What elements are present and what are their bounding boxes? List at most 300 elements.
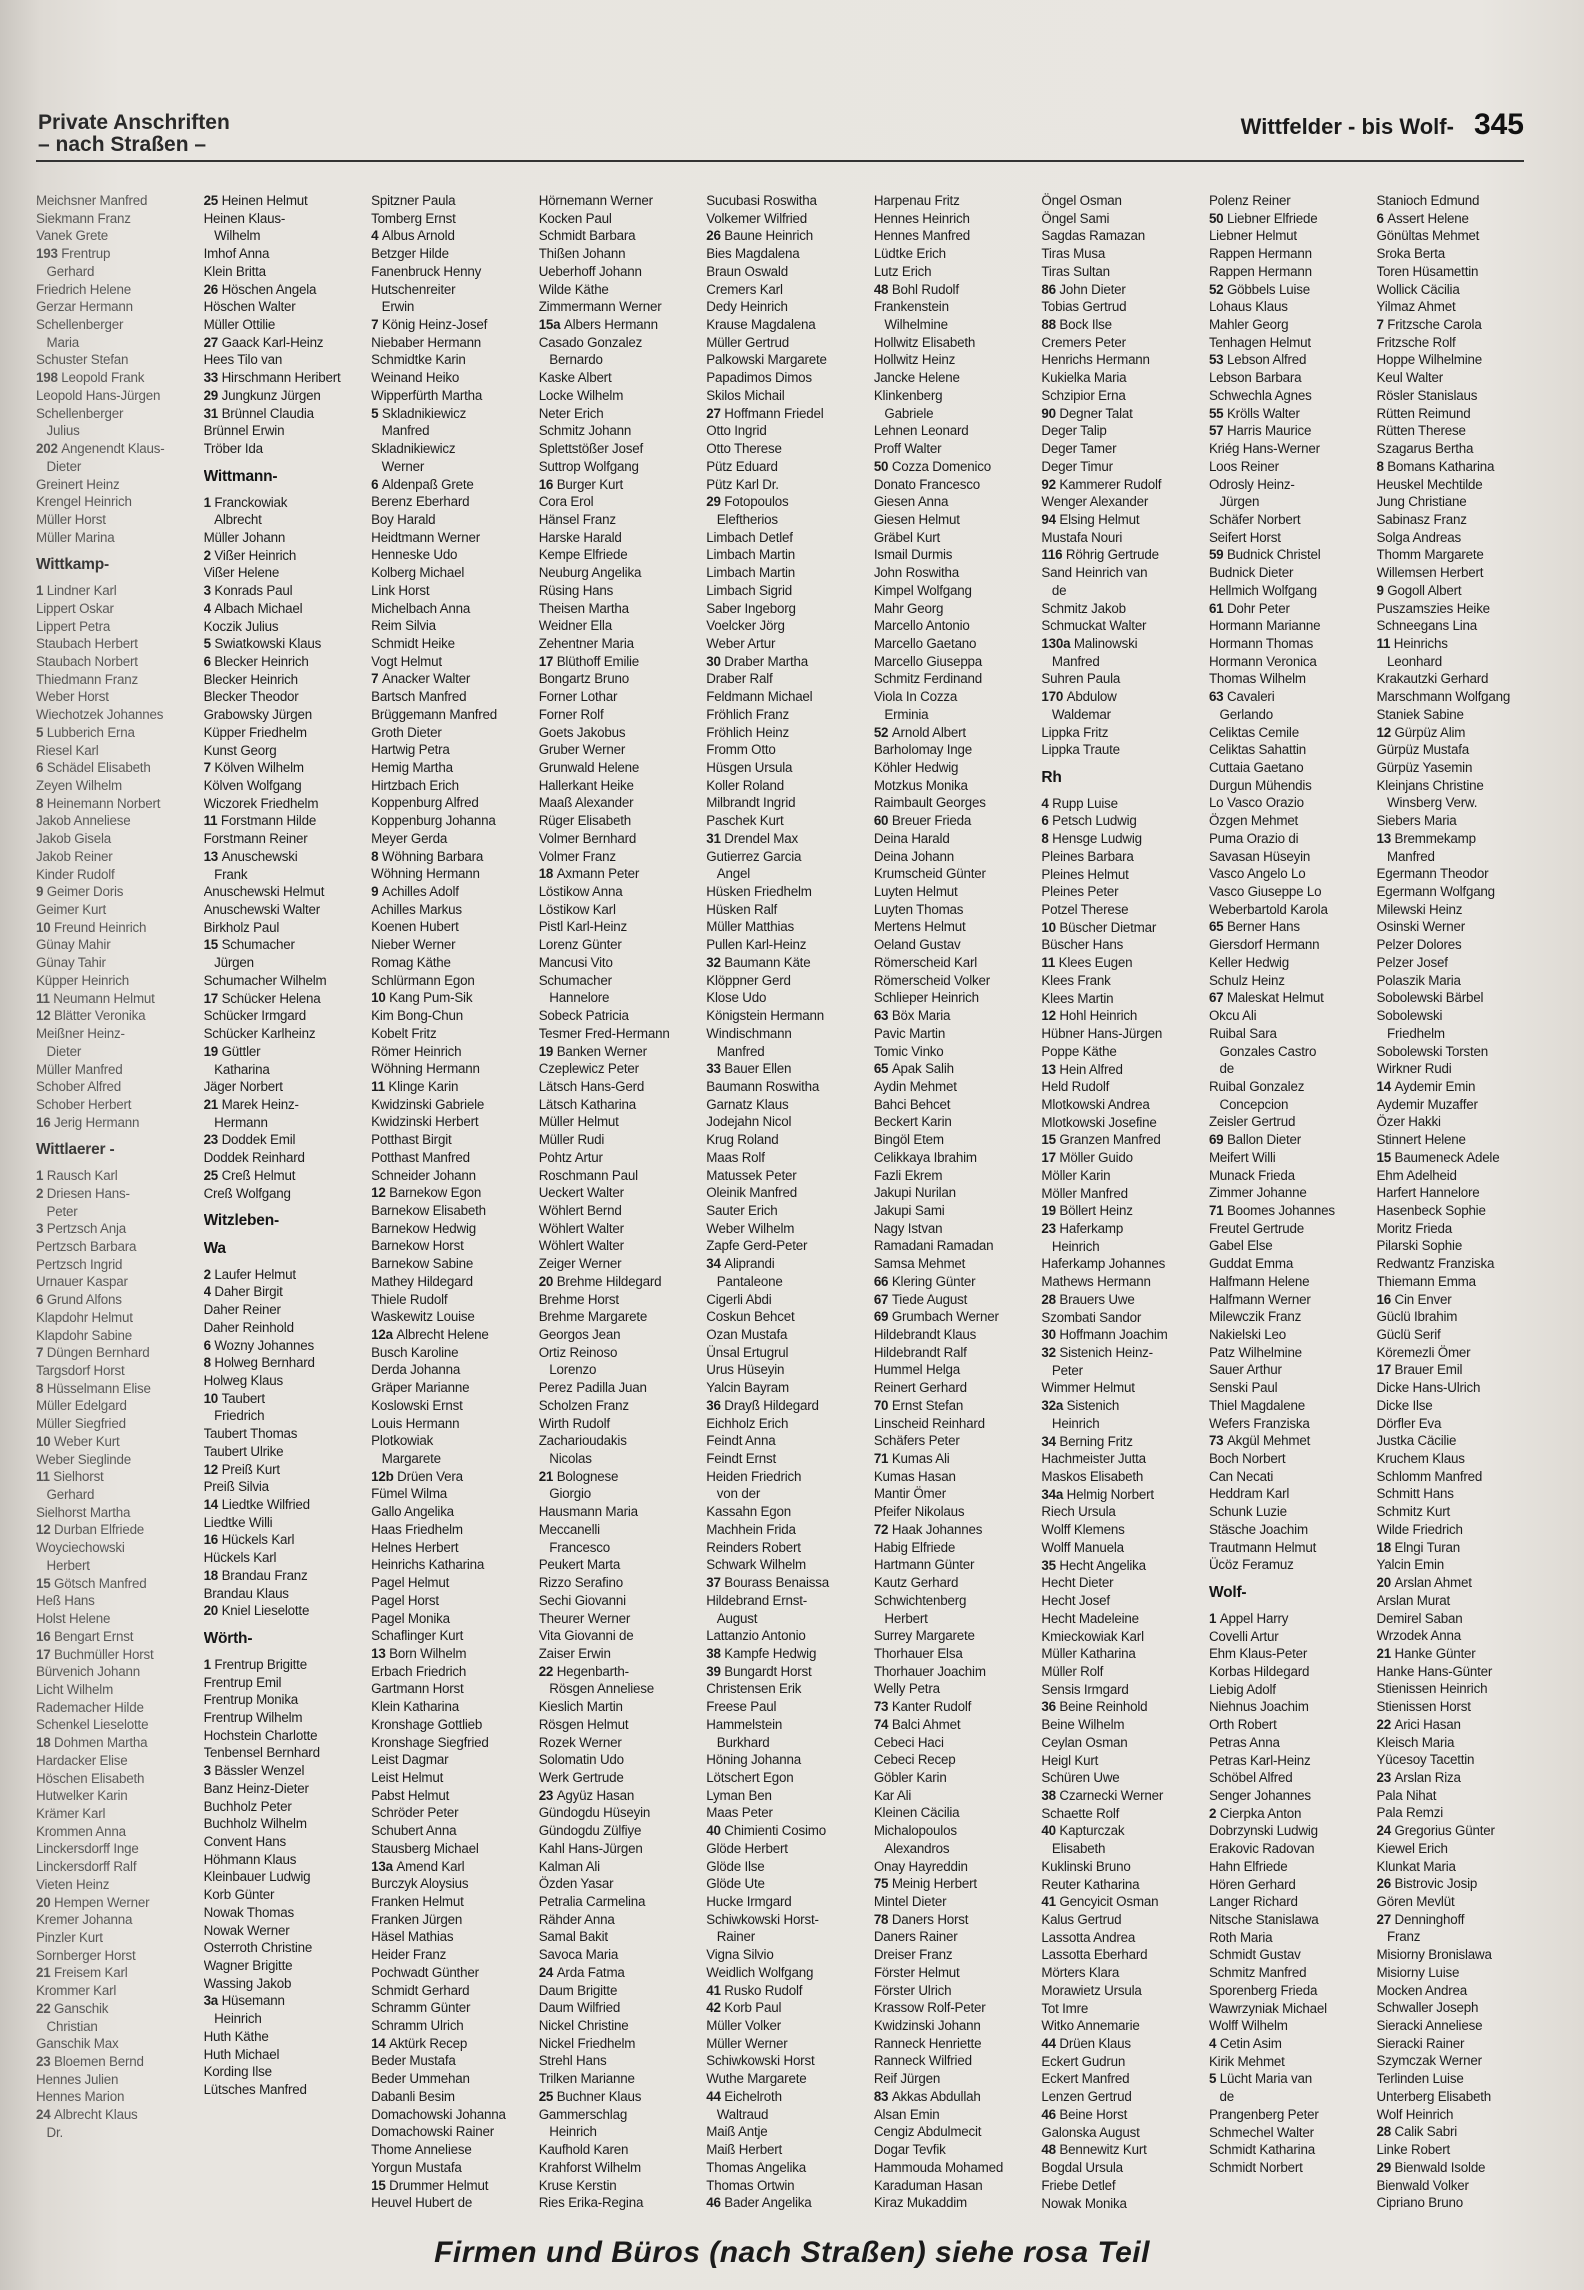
directory-entry: Grunwald Helene bbox=[538, 760, 640, 775]
directory-entry: Kronshage Siegfried bbox=[371, 1734, 489, 1750]
directory-entry: Krengel Heinrich bbox=[36, 494, 132, 510]
directory-entry: 10 Weber Kurt bbox=[36, 1433, 120, 1449]
directory-entry: Marschmann Wolfgang bbox=[1376, 689, 1511, 705]
directory-entry: Dicke Ilse bbox=[1376, 1397, 1433, 1413]
directory-entry: Gerhard bbox=[36, 263, 95, 279]
directory-entry: Nowak Thomas bbox=[203, 1904, 294, 1920]
directory-entry: Bogdal Ursula bbox=[1041, 2160, 1123, 2176]
directory-entry: Kassahn Egon bbox=[706, 1504, 791, 1520]
directory-entry: 24 Gregorius Günter bbox=[1376, 1823, 1495, 1839]
house-number: 13 bbox=[1041, 1061, 1060, 1077]
directory-entry: Hummel Helga bbox=[873, 1362, 960, 1378]
directory-entry: Busch Karoline bbox=[371, 1344, 459, 1360]
house-number: 70 bbox=[873, 1397, 892, 1413]
house-number: 27 bbox=[1376, 1911, 1395, 1927]
directory-entry: Gürpüz Yasemin bbox=[1376, 760, 1473, 775]
directory-entry: Hallerkant Heike bbox=[538, 777, 634, 793]
directory-entry: Derda Johanna bbox=[371, 1362, 461, 1378]
directory-entry: Hückels Karl bbox=[203, 1550, 277, 1566]
directory-entry: Proff Walter bbox=[873, 441, 942, 457]
house-number: 23 bbox=[538, 1787, 557, 1803]
directory-entry: Milbrandt Ingrid bbox=[706, 795, 796, 811]
directory-entry: Göbler Karin bbox=[873, 1769, 947, 1785]
directory-entry: 17 Blüthoff Emilie bbox=[538, 653, 640, 669]
directory-entry: Höschen Elisabeth bbox=[36, 1770, 145, 1786]
directory-entry: Luyten Thomas bbox=[873, 901, 964, 917]
house-number: 24 bbox=[1376, 1823, 1395, 1839]
directory-entry: Werk Gertrude bbox=[538, 1769, 624, 1785]
directory-entry: Waldemar bbox=[1041, 706, 1111, 722]
street-heading: Wa bbox=[203, 1239, 226, 1257]
directory-entry: 1 Lindner Karl bbox=[36, 583, 117, 599]
directory-entry: Krug Roland bbox=[706, 1132, 779, 1148]
house-number: 15 bbox=[36, 1575, 55, 1591]
directory-entry: Covelli Artur bbox=[1208, 1628, 1279, 1644]
directory-entry: Zeisler Gertrud bbox=[1208, 1114, 1296, 1130]
directory-entry: Ücöz Feramuz bbox=[1208, 1557, 1294, 1573]
page-header-right bbox=[1241, 108, 1524, 142]
directory-entry: 24 Albrecht Klaus bbox=[36, 2107, 138, 2123]
directory-entry: Urnauer Kaspar bbox=[36, 1274, 128, 1290]
directory-entry: Wilde Friedrich bbox=[1376, 1521, 1463, 1537]
house-number: 8 bbox=[1041, 831, 1053, 847]
house-number: 6 bbox=[203, 653, 215, 669]
directory-entry: Bartsch Manfred bbox=[371, 689, 467, 705]
directory-entry: 52 Göbbels Luise bbox=[1208, 281, 1310, 297]
directory-entry: Moritz Frieda bbox=[1376, 1220, 1453, 1236]
directory-entry: 15 Granzen Manfred bbox=[1041, 1132, 1161, 1148]
directory-entry: Koller Roland bbox=[706, 777, 785, 793]
house-number: 67 bbox=[1208, 990, 1227, 1006]
directory-entry: Burkhard bbox=[706, 1734, 770, 1750]
directory-entry: Müller Edelgard bbox=[36, 1398, 127, 1414]
house-number: 12a bbox=[371, 1327, 397, 1342]
house-number: 9 bbox=[36, 884, 47, 900]
house-number: 20 bbox=[1376, 1575, 1395, 1591]
directory-entry: Bongartz Bruno bbox=[538, 671, 629, 687]
directory-entry: 18 Dohmen Martha bbox=[36, 1735, 148, 1751]
directory-entry: Schaflinger Kurt bbox=[371, 1628, 464, 1644]
directory-entry: 36 Beine Reinhold bbox=[1041, 1699, 1148, 1715]
directory-entry: 78 Daners Horst bbox=[873, 1911, 969, 1927]
directory-entry: Glöde Herbert bbox=[706, 1840, 788, 1856]
house-number: 21 bbox=[203, 1096, 222, 1112]
directory-entry: Puszamszies Heike bbox=[1376, 600, 1490, 616]
footer-note: Firmen und Büros (nach Straßen) siehe rosa Teil bbox=[434, 2236, 1150, 2269]
house-number: 3 bbox=[203, 583, 215, 599]
street-heading: Wittkamp- bbox=[36, 556, 109, 574]
directory-entry: Keller Hedwig bbox=[1208, 954, 1289, 970]
directory-entry: Königstein Hermann bbox=[706, 1008, 824, 1024]
directory-entry: Giorgio bbox=[538, 1486, 592, 1502]
directory-entry: Staubach Herbert bbox=[36, 636, 138, 652]
house-number: 29 bbox=[706, 494, 725, 510]
house-number: 44 bbox=[706, 2088, 725, 2104]
directory-entry: Pfeifer Nikolaus bbox=[873, 1504, 965, 1520]
directory-entry: Zeyen Wilhelm bbox=[36, 778, 122, 793]
directory-entry: Cigerli Abdi bbox=[706, 1291, 772, 1307]
house-number: 6 bbox=[203, 1337, 215, 1353]
house-number: 13 bbox=[1376, 830, 1395, 846]
house-number: 46 bbox=[1041, 2106, 1060, 2122]
directory-entry: Koenen Hubert bbox=[371, 919, 459, 935]
directory-entry: Schmitz Ferdinand bbox=[873, 671, 983, 687]
directory-entry: Osterroth Christine bbox=[203, 1940, 313, 1956]
directory-entry: Jürgen bbox=[203, 955, 254, 971]
house-number: 17 bbox=[538, 653, 557, 669]
directory-entry: Friedrich bbox=[203, 1408, 265, 1424]
directory-entry: Hüsken Friedhelm bbox=[706, 884, 812, 900]
directory-entry: Klein Britta bbox=[203, 263, 266, 279]
house-number: 26 bbox=[1376, 1876, 1395, 1892]
directory-entry: Orth Robert bbox=[1208, 1717, 1277, 1733]
directory-entry: Franken Helmut bbox=[371, 1894, 464, 1909]
house-number: 8 bbox=[36, 795, 47, 811]
directory-entry: 19 Banken Werner bbox=[538, 1043, 647, 1059]
house-number: 44 bbox=[1041, 2036, 1060, 2052]
directory-entry: Wenger Alexander bbox=[1041, 494, 1149, 510]
directory-entry: Angel bbox=[706, 866, 751, 882]
directory-entry: Hecht Josef bbox=[1041, 1593, 1110, 1609]
directory-entry: Petras Anna bbox=[1208, 1734, 1280, 1750]
directory-entry: Jakob Reiner bbox=[36, 848, 113, 864]
directory-entry: Yücesoy Tacettin bbox=[1376, 1752, 1475, 1768]
directory-entry: 6 Petsch Ludwig bbox=[1041, 813, 1137, 829]
directory-entry: Link Horst bbox=[371, 582, 430, 598]
directory-entry: Sabinasz Franz bbox=[1376, 511, 1467, 527]
directory-entry: Szymczak Werner bbox=[1376, 2053, 1482, 2069]
directory-entry: Tiras Musa bbox=[1041, 246, 1106, 262]
directory-entry: 5 Skladnikiewicz bbox=[371, 405, 467, 421]
directory-entry: Friebe Detlef bbox=[1041, 2177, 1116, 2193]
page-number: 345 bbox=[1473, 108, 1524, 141]
directory-entry: Jürgen bbox=[1208, 494, 1260, 510]
house-number: 40 bbox=[706, 1823, 725, 1839]
directory-entry: Ceylan Osman bbox=[1041, 1734, 1128, 1750]
directory-entry: Pelzer Dolores bbox=[1376, 937, 1462, 953]
directory-entry: Niehnus Joachim bbox=[1208, 1699, 1309, 1715]
directory-entry: Schücker Irmgard bbox=[203, 1008, 307, 1024]
directory-entry: 21 Freisem Karl bbox=[36, 1965, 128, 1981]
directory-entry: Wirkner Rudi bbox=[1376, 1061, 1452, 1077]
directory-entry: Hees Tilo van bbox=[203, 352, 283, 368]
directory-entry: Bahci Behcet bbox=[873, 1096, 951, 1112]
directory-entry: Plotkowiak bbox=[371, 1433, 434, 1449]
directory-entry: Eleftherios bbox=[706, 511, 778, 527]
house-number: 17 bbox=[203, 990, 222, 1006]
directory-entry: Schmitz Kurt bbox=[1376, 1504, 1450, 1520]
directory-entry: 1 Franckowiak bbox=[203, 494, 288, 510]
directory-entry: Thiel Magdalene bbox=[1208, 1397, 1305, 1413]
directory-entry: Habig Elfriede bbox=[873, 1539, 956, 1555]
house-number: 26 bbox=[203, 281, 222, 297]
directory-entry: Meißner Heinz- bbox=[36, 1026, 125, 1042]
directory-entry: Kleinbauer Ludwig bbox=[203, 1869, 311, 1885]
house-number: 14 bbox=[203, 1497, 222, 1513]
directory-entry: Wiczorek Friedhelm bbox=[203, 795, 319, 811]
house-number: 41 bbox=[1041, 1894, 1060, 1910]
directory-entry: Schober Alfred bbox=[36, 1079, 122, 1095]
directory-entry: Liebner Helmut bbox=[1208, 228, 1297, 244]
directory-entry: Siekmann Franz bbox=[36, 210, 131, 226]
directory-entry: 27 Hoffmann Friedel bbox=[706, 405, 824, 421]
directory-entry: Kinder Rudolf bbox=[36, 866, 115, 882]
directory-entry: Eckert Manfred bbox=[1041, 2071, 1130, 2087]
directory-entry: Roschmann Paul bbox=[538, 1167, 638, 1183]
directory-entry: Werner bbox=[371, 458, 425, 474]
directory-entry: Patz Wilhelmine bbox=[1208, 1344, 1302, 1360]
house-number: 53 bbox=[1208, 352, 1227, 368]
directory-entry: Klapdohr Helmut bbox=[36, 1309, 133, 1325]
directory-entry: Mathews Hermann bbox=[1041, 1274, 1151, 1290]
directory-entry: Skilos Michail bbox=[706, 387, 785, 403]
directory-entry: 41 Gencyicit Osman bbox=[1041, 1894, 1159, 1910]
directory-entry: Hellmich Wolfgang bbox=[1208, 582, 1317, 598]
directory-entry: 23 Haferkamp bbox=[1041, 1220, 1124, 1236]
directory-entry: Hennes Manfred bbox=[873, 228, 971, 244]
directory-entry: Schumacher Wilhelm bbox=[203, 972, 327, 988]
house-number: 23 bbox=[1041, 1220, 1060, 1236]
directory-entry: 18 Axmann Peter bbox=[538, 866, 640, 882]
directory-entry: Birkholz Paul bbox=[203, 919, 280, 935]
directory-entry: Imhof Anna bbox=[203, 246, 270, 262]
directory-entry: Gammerschlag bbox=[538, 2106, 628, 2122]
directory-entry: Mintel Dieter bbox=[873, 1894, 947, 1909]
directory-entry: Linscheid Reinhard bbox=[873, 1415, 985, 1431]
house-number: 130a bbox=[1041, 635, 1074, 651]
directory-entry: Heinrich bbox=[203, 2011, 262, 2027]
directory-entry: Stausberg Michael bbox=[371, 1840, 479, 1856]
directory-entry: Nowak Werner bbox=[203, 1922, 290, 1938]
directory-entry: 2 Driesen Hans- bbox=[36, 1185, 130, 1201]
directory-entry: Kölven Wolfgang bbox=[203, 778, 302, 793]
directory-entry: Ranneck Wilfried bbox=[873, 2053, 972, 2069]
house-number: 28 bbox=[1041, 1291, 1060, 1307]
directory-entry: Meyer Gerda bbox=[371, 830, 448, 846]
directory-entry: Hüsken Ralf bbox=[706, 901, 777, 917]
directory-entry: Sieracki Rainer bbox=[1376, 2035, 1465, 2051]
house-number: 12b bbox=[371, 1468, 398, 1484]
directory-entry: Beckert Karin bbox=[873, 1114, 952, 1130]
directory-entry: Müller Gertrud bbox=[706, 334, 790, 350]
directory-entry: Lutz Erich bbox=[873, 263, 932, 279]
directory-entry: Hübner Hans-Jürgen bbox=[1041, 1026, 1163, 1042]
directory-entry: Samal Bakit bbox=[538, 1929, 608, 1945]
directory-entry: Wöhlert Bernd bbox=[538, 1202, 622, 1218]
house-number: 60 bbox=[873, 813, 892, 829]
directory-entry: Schmidtke Karin bbox=[371, 352, 466, 368]
directory-entry: Oeland Gustav bbox=[873, 937, 961, 953]
directory-entry: Wilde Käthe bbox=[538, 281, 609, 297]
house-number: 18 bbox=[203, 1567, 222, 1583]
directory-entry: Möller Manfred bbox=[1041, 1185, 1128, 1201]
directory-entry: Schmitz Manfred bbox=[1208, 1965, 1307, 1981]
directory-entry: Vogt Helmut bbox=[371, 653, 442, 669]
directory-entry: Lätsch Katharina bbox=[538, 1096, 636, 1112]
directory-entry: Erbach Friedrich bbox=[371, 1663, 467, 1679]
directory-entry: 29 Fotopoulos bbox=[706, 494, 789, 510]
directory-entry: Kalus Gertrud bbox=[1041, 1912, 1122, 1927]
directory-column-9 bbox=[1377, 192, 1541, 2212]
directory-entry: 8 Hensge Ludwig bbox=[1041, 831, 1142, 847]
directory-entry: 4 Daher Birgit bbox=[203, 1284, 283, 1300]
directory-entry: Heuskel Mechtilde bbox=[1376, 476, 1483, 492]
directory-entry: Grabowsky Jürgen bbox=[203, 707, 312, 723]
directory-entry: Palkowski Margarete bbox=[706, 352, 827, 368]
house-number: 12 bbox=[1041, 1008, 1060, 1024]
house-number: 22 bbox=[36, 2000, 55, 2016]
directory-entry: 16 Bengart Ernst bbox=[36, 1628, 134, 1644]
directory-entry: Katharina bbox=[203, 1061, 270, 1077]
directory-entry: Pagel Horst bbox=[371, 1592, 439, 1608]
directory-entry: Schunk Luzie bbox=[1208, 1504, 1287, 1520]
directory-entry: Schlürmann Egon bbox=[371, 972, 475, 988]
house-number: 6 bbox=[36, 1292, 47, 1308]
directory-entry: Löstikow Anna bbox=[538, 884, 623, 900]
directory-entry: Friedrich Helene bbox=[36, 281, 132, 297]
directory-entry: Waltraud bbox=[706, 2106, 769, 2122]
directory-entry: Limbach Sigrid bbox=[706, 582, 793, 598]
directory-entry: 90 Degner Talat bbox=[1041, 405, 1133, 421]
directory-entry: Stinnert Helene bbox=[1376, 1132, 1466, 1148]
directory-entry: Hennes Marion bbox=[36, 2089, 125, 2105]
house-number: 40 bbox=[1041, 1823, 1060, 1839]
directory-entry: Wiechotzek Johannes bbox=[36, 707, 164, 723]
street-heading: Wolf- bbox=[1208, 1584, 1247, 1602]
directory-entry: Lorenz Günter bbox=[538, 937, 622, 953]
house-number: 7 bbox=[1376, 317, 1388, 333]
directory-entry: Thomas Ortwin bbox=[706, 2177, 795, 2193]
directory-entry: 7 Kölven Wilhelm bbox=[203, 760, 304, 776]
directory-entry: Burczyk Aloysius bbox=[371, 1876, 469, 1892]
directory-entry: Koppenburg Alfred bbox=[371, 795, 479, 811]
directory-entry: Pagel Helmut bbox=[371, 1575, 450, 1591]
directory-entry: Kocken Paul bbox=[538, 210, 612, 226]
directory-entry: Scholzen Franz bbox=[538, 1397, 629, 1413]
directory-entry: Rähder Anna bbox=[538, 1911, 615, 1927]
directory-entry: Deger Tamer bbox=[1041, 441, 1117, 457]
directory-entry: Schneider Johann bbox=[371, 1167, 476, 1183]
directory-entry: Francesco bbox=[538, 1539, 610, 1555]
directory-entry: 12b Drüen Vera bbox=[371, 1468, 463, 1484]
directory-entry: 14 Aktürk Recep bbox=[371, 2035, 468, 2051]
directory-entry: Geimer Kurt bbox=[36, 902, 106, 918]
house-number: 63 bbox=[873, 1008, 892, 1024]
directory-entry: Wöhlert Walter bbox=[538, 1220, 624, 1236]
directory-entry: Thißen Johann bbox=[538, 246, 626, 262]
directory-entry: Potthast Birgit bbox=[371, 1132, 452, 1148]
directory-entry: Zimmer Johanne bbox=[1208, 1185, 1307, 1201]
directory-entry: Wimmer Helmut bbox=[1041, 1380, 1135, 1396]
directory-entry: Schröder Peter bbox=[371, 1805, 459, 1821]
directory-entry: Brandau Klaus bbox=[203, 1585, 289, 1601]
directory-entry: Polenz Reiner bbox=[1208, 193, 1291, 208]
directory-entry: Nickel Christine bbox=[538, 2018, 629, 2034]
house-number: 69 bbox=[1208, 1132, 1227, 1148]
house-number: 21 bbox=[538, 1468, 557, 1484]
directory-entry: 37 Bourass Benaissa bbox=[706, 1575, 829, 1591]
directory-entry: Solomatin Udo bbox=[538, 1752, 624, 1768]
directory-entry: Onay Hayreddin bbox=[873, 1858, 968, 1874]
directory-entry: Häsel Mathias bbox=[371, 1929, 454, 1945]
directory-entry: Ramadani Ramadan bbox=[873, 1238, 994, 1254]
directory-entry: Hartmann Günter bbox=[873, 1557, 975, 1573]
directory-entry: Munack Frieda bbox=[1208, 1167, 1295, 1183]
house-number: 28 bbox=[1376, 2124, 1395, 2140]
directory-entry: Müller Rudi bbox=[538, 1132, 605, 1148]
directory-entry: Gönültas Mehmet bbox=[1376, 228, 1480, 244]
directory-entry: Klees Frank bbox=[1041, 972, 1111, 988]
directory-entry: Rizzo Serafino bbox=[538, 1575, 623, 1591]
directory-entry: Hutwelker Karin bbox=[36, 1788, 128, 1804]
directory-entry: Franken Jürgen bbox=[371, 1911, 463, 1927]
directory-entry: Potzel Therese bbox=[1041, 902, 1129, 918]
directory-entry: Winsberg Verw. bbox=[1376, 795, 1478, 811]
directory-entry: Jakupi Sami bbox=[873, 1202, 945, 1218]
directory-entry: Schwark Wilhelm bbox=[706, 1557, 806, 1573]
directory-entry: Langer Richard bbox=[1208, 1894, 1298, 1910]
directory-entry: Wagner Brigitte bbox=[203, 1958, 293, 1973]
directory-entry: Lüdtke Erich bbox=[873, 246, 946, 262]
directory-entry: Gerzar Hermann bbox=[36, 299, 133, 315]
directory-entry: Hecht Madeleine bbox=[1041, 1610, 1139, 1626]
house-number: 1 bbox=[36, 1168, 47, 1184]
directory-entry: Kwidzinski Gabriele bbox=[371, 1096, 485, 1112]
directory-entry: Hecht Dieter bbox=[1041, 1575, 1114, 1591]
directory-entry: Buchholz Peter bbox=[203, 1798, 292, 1814]
house-number: 5 bbox=[1208, 2071, 1220, 2087]
directory-entry: Holst Helene bbox=[36, 1611, 111, 1627]
directory-entry: Löstikow Karl bbox=[538, 901, 616, 917]
directory-entry: Schmitz Jakob bbox=[1041, 600, 1126, 616]
directory-entry: Thome Anneliese bbox=[371, 2142, 472, 2158]
directory-entry: Küpper Heinrich bbox=[36, 972, 130, 988]
directory-entry: Sobolewski Torsten bbox=[1376, 1043, 1489, 1059]
directory-entry: Boy Harald bbox=[371, 511, 436, 527]
directory-entry: 7 Fritzsche Carola bbox=[1376, 317, 1482, 333]
house-number: 15 bbox=[1041, 1132, 1060, 1148]
directory-entry: Köhler Hedwig bbox=[873, 760, 959, 775]
directory-entry: Manfred bbox=[706, 1043, 765, 1059]
directory-entry: Suhren Paula bbox=[1041, 671, 1121, 687]
directory-entry: Barnekow Hedwig bbox=[371, 1220, 477, 1236]
directory-entry: Barnekow Elisabeth bbox=[371, 1202, 486, 1218]
directory-entry: Mörters Klara bbox=[1041, 1965, 1120, 1981]
directory-entry: Demirel Saban bbox=[1376, 1610, 1463, 1626]
directory-entry: Vasco Angelo Lo bbox=[1208, 866, 1306, 882]
directory-entry: Mantir Ömer bbox=[873, 1486, 947, 1502]
directory-entry: 21 Bolognese bbox=[538, 1468, 619, 1484]
house-number: 12 bbox=[1376, 724, 1395, 740]
directory-entry: Schulz Heinz bbox=[1208, 972, 1285, 988]
directory-entry: Henneske Udo bbox=[371, 547, 458, 563]
directory-entry: Freutel Gertrude bbox=[1208, 1220, 1304, 1236]
directory-entry: Thiedmann Franz bbox=[36, 671, 138, 687]
house-number: 25 bbox=[203, 1167, 222, 1183]
directory-entry: Gutierrez Garcia bbox=[706, 848, 802, 864]
directory-entry: Leist Dagmar bbox=[371, 1752, 449, 1768]
directory-entry: Römerscheid Karl bbox=[873, 954, 978, 970]
directory-entry: Gören Mevlüt bbox=[1376, 1894, 1455, 1909]
directory-entry: Lassotta Eberhard bbox=[1041, 1947, 1148, 1963]
directory-entry: Hahn Elfriede bbox=[1208, 1858, 1288, 1874]
house-number: 11 bbox=[36, 990, 54, 1006]
directory-entry: Gürpüz Mustafa bbox=[1376, 742, 1469, 758]
directory-entry: Niebaber Hermann bbox=[371, 334, 482, 350]
directory-entry: 50 Cozza Domenico bbox=[873, 458, 991, 474]
directory-entry: Thiemann Emma bbox=[1376, 1273, 1476, 1289]
directory-entry: Kaufhold Karen bbox=[538, 2142, 629, 2158]
